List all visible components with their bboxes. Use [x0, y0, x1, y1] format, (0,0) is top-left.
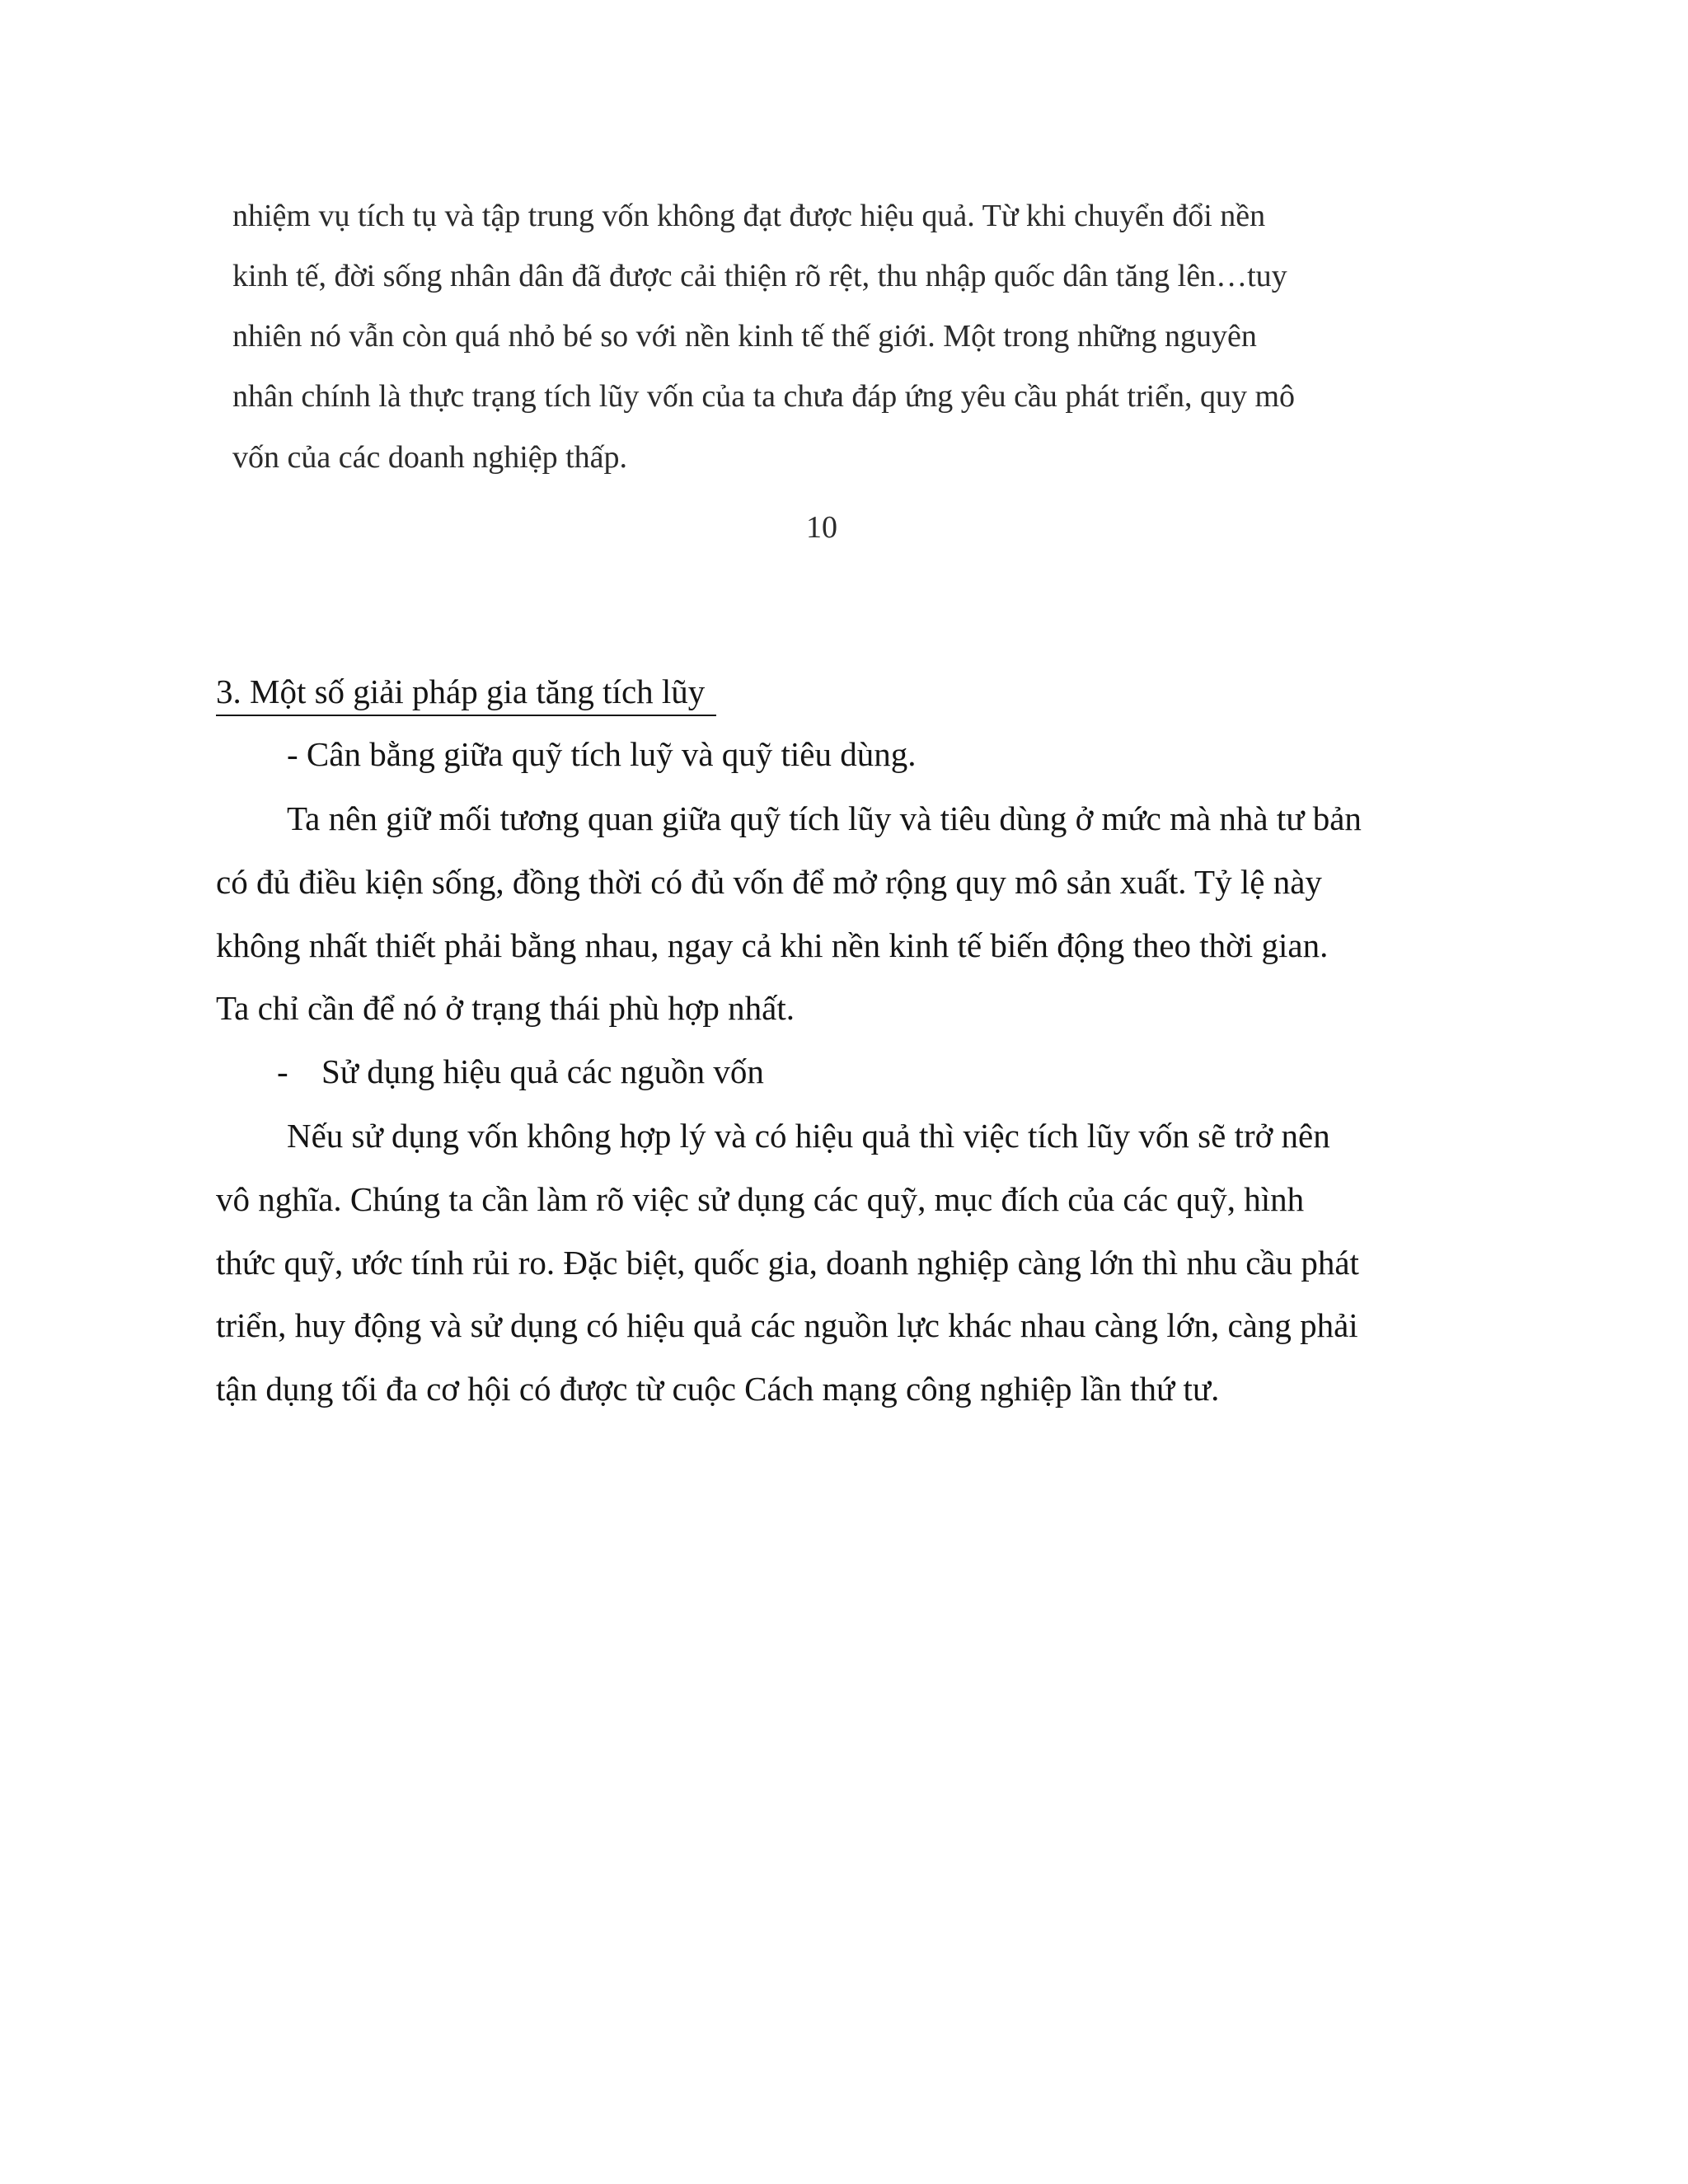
paragraph-line: nhiệm vụ tích tụ và tập trung vốn không đạt được hiệu quả. Từ khi chuyển đổi nền: [232, 199, 1266, 233]
paragraph-line: Ta nên giữ mối tương quan giữa quỹ tích lũy và tiêu dùng ở mức mà nhà tư bản: [287, 799, 1362, 837]
bullet-dash: -: [277, 1052, 288, 1090]
bullet-item: Sử dụng hiệu quả các nguồn vốn: [321, 1052, 764, 1090]
paragraph-line: nhân chính là thực trạng tích lũy vốn của ta chưa đáp ứng yêu cầu phát triển, quy mô: [232, 379, 1296, 414]
paragraph-line: Ta chỉ cần để nó ở trạng thái phù hợp nhất.: [216, 989, 795, 1027]
paragraph-line: kinh tế, đời sống nhân dân đã được cải thiện rõ rệt, thu nhập quốc dân tăng lên…tuy: [232, 259, 1287, 293]
bullet-item: - Cân bằng giữa quỹ tích luỹ và quỹ tiêu dùng.: [287, 735, 917, 773]
paragraph-line: nhiên nó vẫn còn quá nhỏ bé so với nền kinh tế thế giới. Một trong những nguyên: [232, 319, 1257, 354]
paragraph-line: vốn của các doanh nghiệp thấp.: [232, 440, 628, 475]
paragraph-line: tận dụng tối đa cơ hội có được từ cuộc Cách mạng công nghiệp lần thứ tư.: [216, 1370, 1220, 1408]
paragraph-line: triển, huy động và sử dụng có hiệu quả các nguồn lực khác nhau càng lớn, càng phải: [216, 1306, 1358, 1344]
paragraph-line: có đủ điều kiện sống, đồng thời có đủ vốn để mở rộng quy mô sản xuất. Tỷ lệ này: [216, 863, 1322, 901]
page-number: 10: [806, 510, 837, 545]
paragraph-line: Nếu sử dụng vốn không hợp lý và có hiệu quả thì việc tích lũy vốn sẽ trở nên: [287, 1117, 1330, 1155]
section-heading: 3. Một số giải pháp gia tăng tích lũy: [216, 672, 716, 716]
paragraph-line: thức quỹ, ước tính rủi ro. Đặc biệt, quốc gia, doanh nghiệp càng lớn thì nhu cầu phát: [216, 1244, 1359, 1282]
paragraph-line: vô nghĩa. Chúng ta cần làm rõ việc sử dụng các quỹ, mục đích của các quỹ, hình: [216, 1180, 1305, 1218]
paragraph-line: không nhất thiết phải bằng nhau, ngay cả khi nền kinh tế biến động theo thời gian.: [216, 926, 1329, 964]
